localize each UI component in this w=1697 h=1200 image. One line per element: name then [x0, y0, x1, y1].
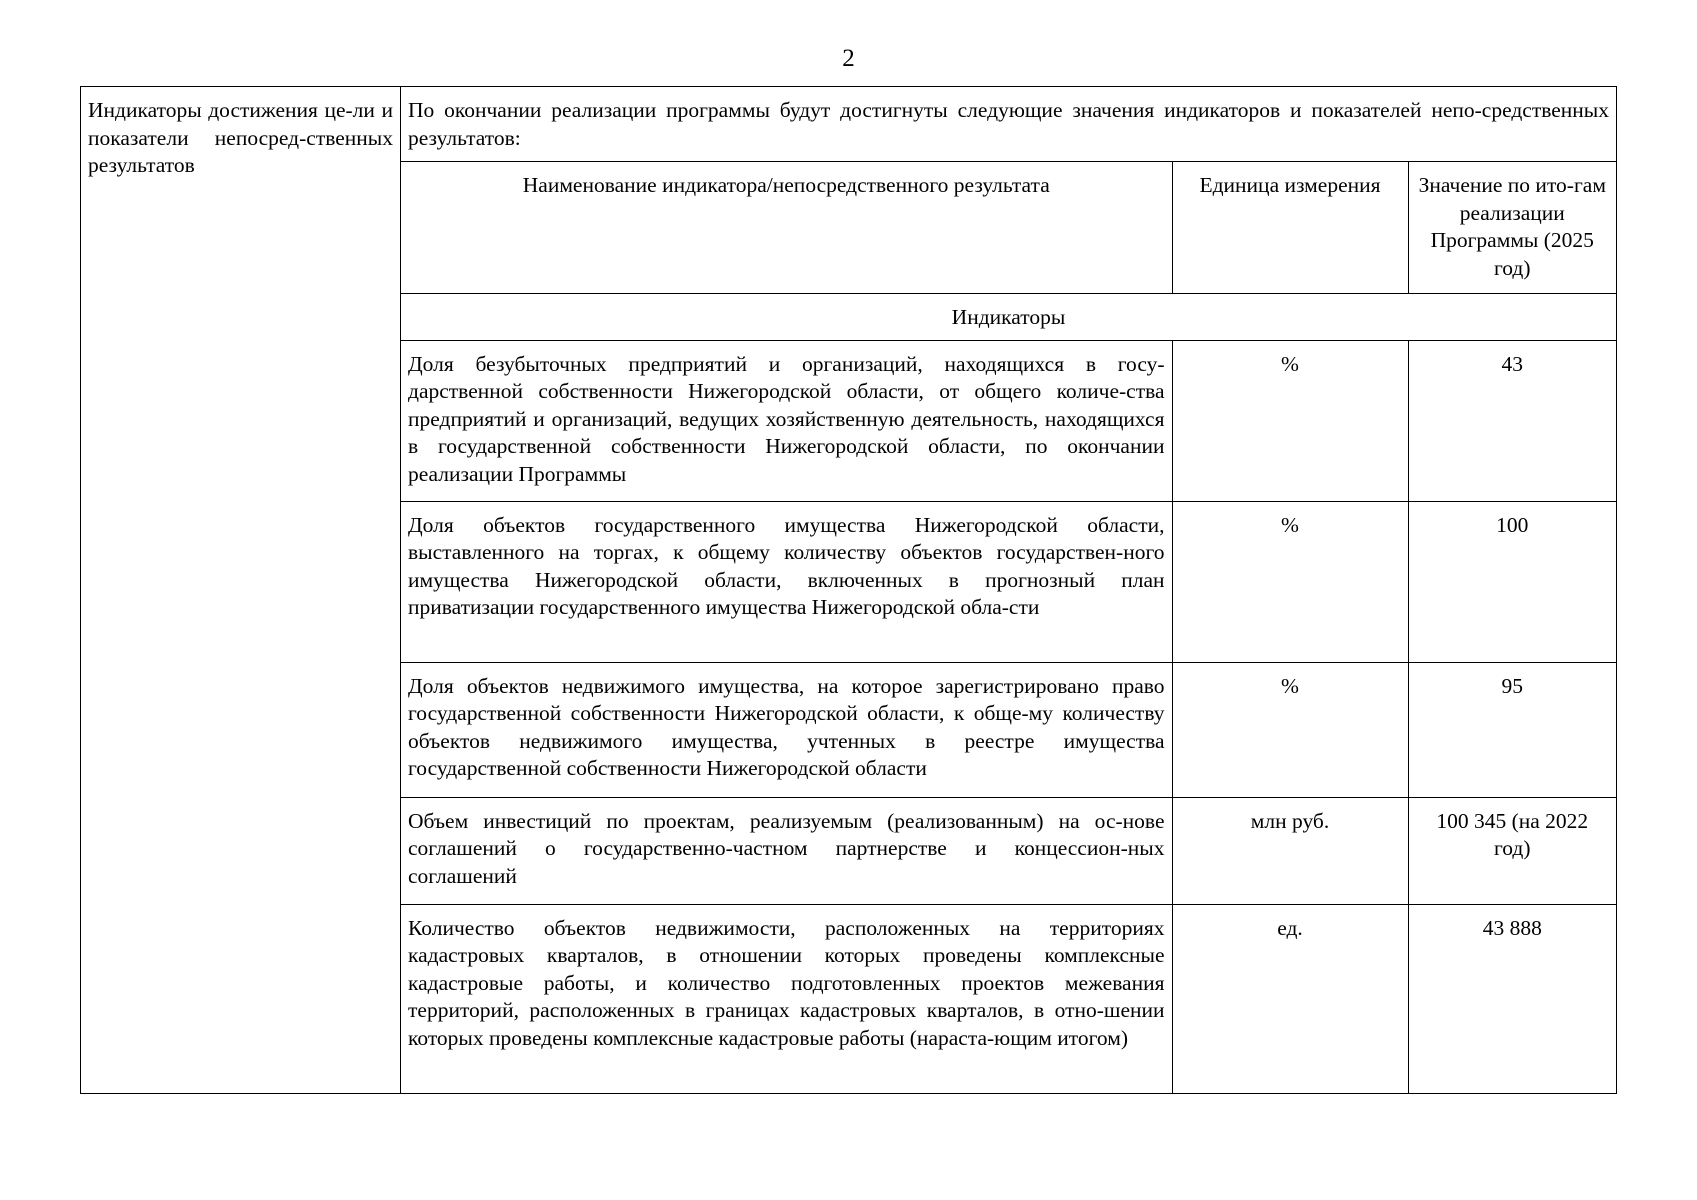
indicator-value: 43 888 — [1408, 904, 1616, 1093]
indicator-value: 100 345 (на 2022 год) — [1408, 797, 1616, 904]
indicator-name: Доля объектов недвижимого имущества, на которое зарегистрировано право государственной собственности Нижегородской области, к обще-му количеству объектов недвижимого имущества, учтенных в реестре имущества государственной собственности Нижегородской области — [401, 662, 1172, 797]
indicators-table — [401, 161, 1616, 1093]
indicator-value: 43 — [1408, 340, 1616, 501]
header-name: Наименование индикатора/непосредственного результата — [401, 162, 1172, 294]
indicator-unit: % — [1172, 340, 1408, 501]
header-row — [401, 162, 1616, 294]
indicator-unit: млн руб. — [1172, 797, 1408, 904]
indicator-name: Количество объектов недвижимости, расположенных на территориях кадастровых кварталов, в отношении которых проведены комплексные кадастровые работы, и количество подготовленных проектов межевания территорий, расположенных в границах кадастровых кварталов, в отно-шении которых проведены комплексные кадастровые работы (нараста-ющим итогом) — [401, 904, 1172, 1093]
indicator-value: 100 — [1408, 501, 1616, 662]
table-row — [401, 501, 1616, 662]
right-content-cell — [401, 87, 1617, 1094]
table-row — [401, 340, 1616, 501]
left-label: Индикаторы достижения це-ли и показатели непосред-ственных результатов — [88, 98, 393, 177]
header-value: Значение по ито-гам реализации Программы (2025 год) — [1408, 162, 1616, 294]
table-row — [401, 904, 1616, 1093]
indicator-name: Объем инвестиций по проектам, реализуемым (реализованным) на ос-нове соглашений о государственно-частном партнерстве и концессион-ных соглашений — [401, 797, 1172, 904]
section-title: Индикаторы — [401, 294, 1616, 341]
indicator-unit: ед. — [1172, 904, 1408, 1093]
indicator-value: 95 — [1408, 662, 1616, 797]
table-row — [401, 662, 1616, 797]
intro-text: По окончании реализации программы будут достигнуты следующие значения индикаторов и показателей непо-средственных результатов: — [408, 98, 1609, 150]
passport-table — [80, 86, 1617, 1094]
indicator-name: Доля безубыточных предприятий и организаций, находящихся в госу-дарственной собственности Нижегородской области, от общего количе-ства предприятий и организаций, ведущих хозяйственную деятельность, находящихся в государственной собственности Нижегородской области, по окончании реализации Программы — [401, 340, 1172, 501]
indicator-unit: % — [1172, 501, 1408, 662]
indicator-name: Доля объектов государственного имущества Нижегородской области, выставленного на торгах, к общему количеству объектов государствен-ного имущества Нижегородской области, включенных в прогнозный план приватизации государственного имущества Нижегородской обла-сти — [401, 501, 1172, 662]
section-row — [401, 294, 1616, 341]
left-label-cell — [81, 87, 401, 1094]
indicator-unit: % — [1172, 662, 1408, 797]
header-unit: Единица измерения — [1172, 162, 1408, 294]
page-number: 2 — [842, 45, 855, 72]
table-row — [401, 797, 1616, 904]
